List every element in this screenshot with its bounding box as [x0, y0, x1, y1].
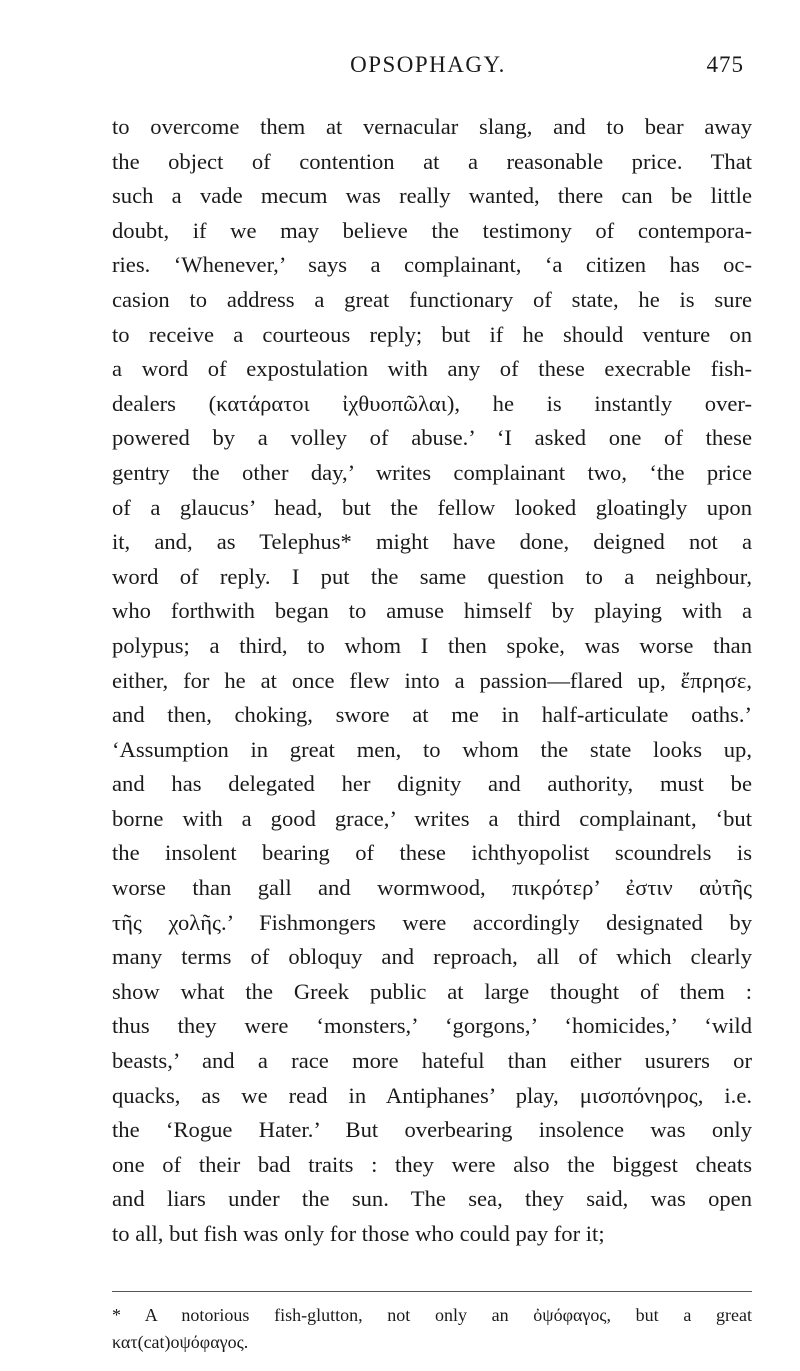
footnote-divider [112, 1291, 752, 1292]
text-line: to all, but fish was only for those who could pay for it; [112, 1221, 605, 1246]
page-number: 475 [706, 52, 744, 77]
text-line: ries. ‘Whenever,’ says a complainant, ‘a citizen has oc- [112, 252, 752, 278]
text-line: quacks, as we read in Antiphanes’ play, μισοπόνηρος, i.e. [112, 1082, 752, 1108]
footnote-line: κατ(cat)οψόφαγος. [112, 1332, 249, 1352]
text-line: word of reply. I put the same question to a neighbour, [112, 563, 752, 589]
text-line: borne with a good grace,’ writes a third complainant, ‘but [112, 805, 752, 831]
text-line: and liars under the sun. The sea, they said, was open [112, 1186, 752, 1212]
text-line: it, and, as Telephus* might have done, deigned not a [112, 529, 752, 555]
text-line: a word of expostulation with any of these execrable fish- [112, 356, 752, 382]
text-line: the object of contention at a reasonable price. That [112, 148, 752, 174]
text-line: dealers (κατάρατοι ἰχθυοπῶλαι), he is instantly over- [112, 390, 752, 416]
text-line: and then, choking, swore at me in half-articulate oaths.’ [112, 702, 752, 728]
text-line: the ‘Rogue Hater.’ But overbearing insolence was only [112, 1117, 752, 1143]
text-line: one of their bad traits : they were also the biggest cheats [112, 1151, 752, 1177]
text-line: of a glaucus’ head, but the fellow looked gloatingly upon [112, 494, 752, 520]
text-line: worse than gall and wormwood, πικρότερ’ ἐστιν αὐτῆς [112, 875, 752, 901]
text-line: polypus; a third, to whom I then spoke, was worse than [112, 632, 752, 658]
text-line: powered by a volley of abuse.’ ‘I asked one of these [112, 425, 752, 451]
text-line: and has delegated her dignity and authority, must be [112, 771, 752, 797]
text-line: many terms of obloquy and reproach, all of which clearly [112, 944, 752, 970]
text-line: such a vade mecum was really wanted, there can be little [112, 183, 752, 209]
text-line: to receive a courteous reply; but if he should venture on [112, 321, 752, 347]
text-line: casion to address a great functionary of state, he is sure [112, 286, 752, 312]
body-text [112, 110, 752, 1252]
text-line: to overcome them at vernacular slang, and to bear away [112, 114, 752, 139]
running-title: OPSOPHAGY. [350, 52, 506, 77]
text-line: who forthwith began to amuse himself by playing with a [112, 598, 752, 624]
footnote [112, 1302, 752, 1356]
text-line: the insolent bearing of these ichthyopolist scoundrels is [112, 840, 752, 866]
text-line: gentry the other day,’ writes complainant two, ‘the price [112, 459, 752, 485]
text-line: τῆς χολῆς.’ Fishmongers were accordingly designated by [112, 909, 752, 935]
footnote-line: * A notorious fish-glutton, not only an ὀψόφαγος, but a great [112, 1305, 752, 1325]
text-line: thus they were ‘monsters,’ ‘gorgons,’ ‘homicides,’ ‘wild [112, 1013, 752, 1039]
text-line: show what the Greek public at large thought of them : [112, 978, 752, 1004]
text-line: beasts,’ and a race more hateful than either usurers or [112, 1048, 752, 1074]
running-head [112, 52, 744, 82]
text-line: doubt, if we may believe the testimony of contempora- [112, 217, 752, 243]
text-line: either, for he at once flew into a passion—flared up, ἔπρησε, [112, 667, 752, 693]
text-line: ‘Assumption in great men, to whom the state looks up, [112, 736, 752, 762]
